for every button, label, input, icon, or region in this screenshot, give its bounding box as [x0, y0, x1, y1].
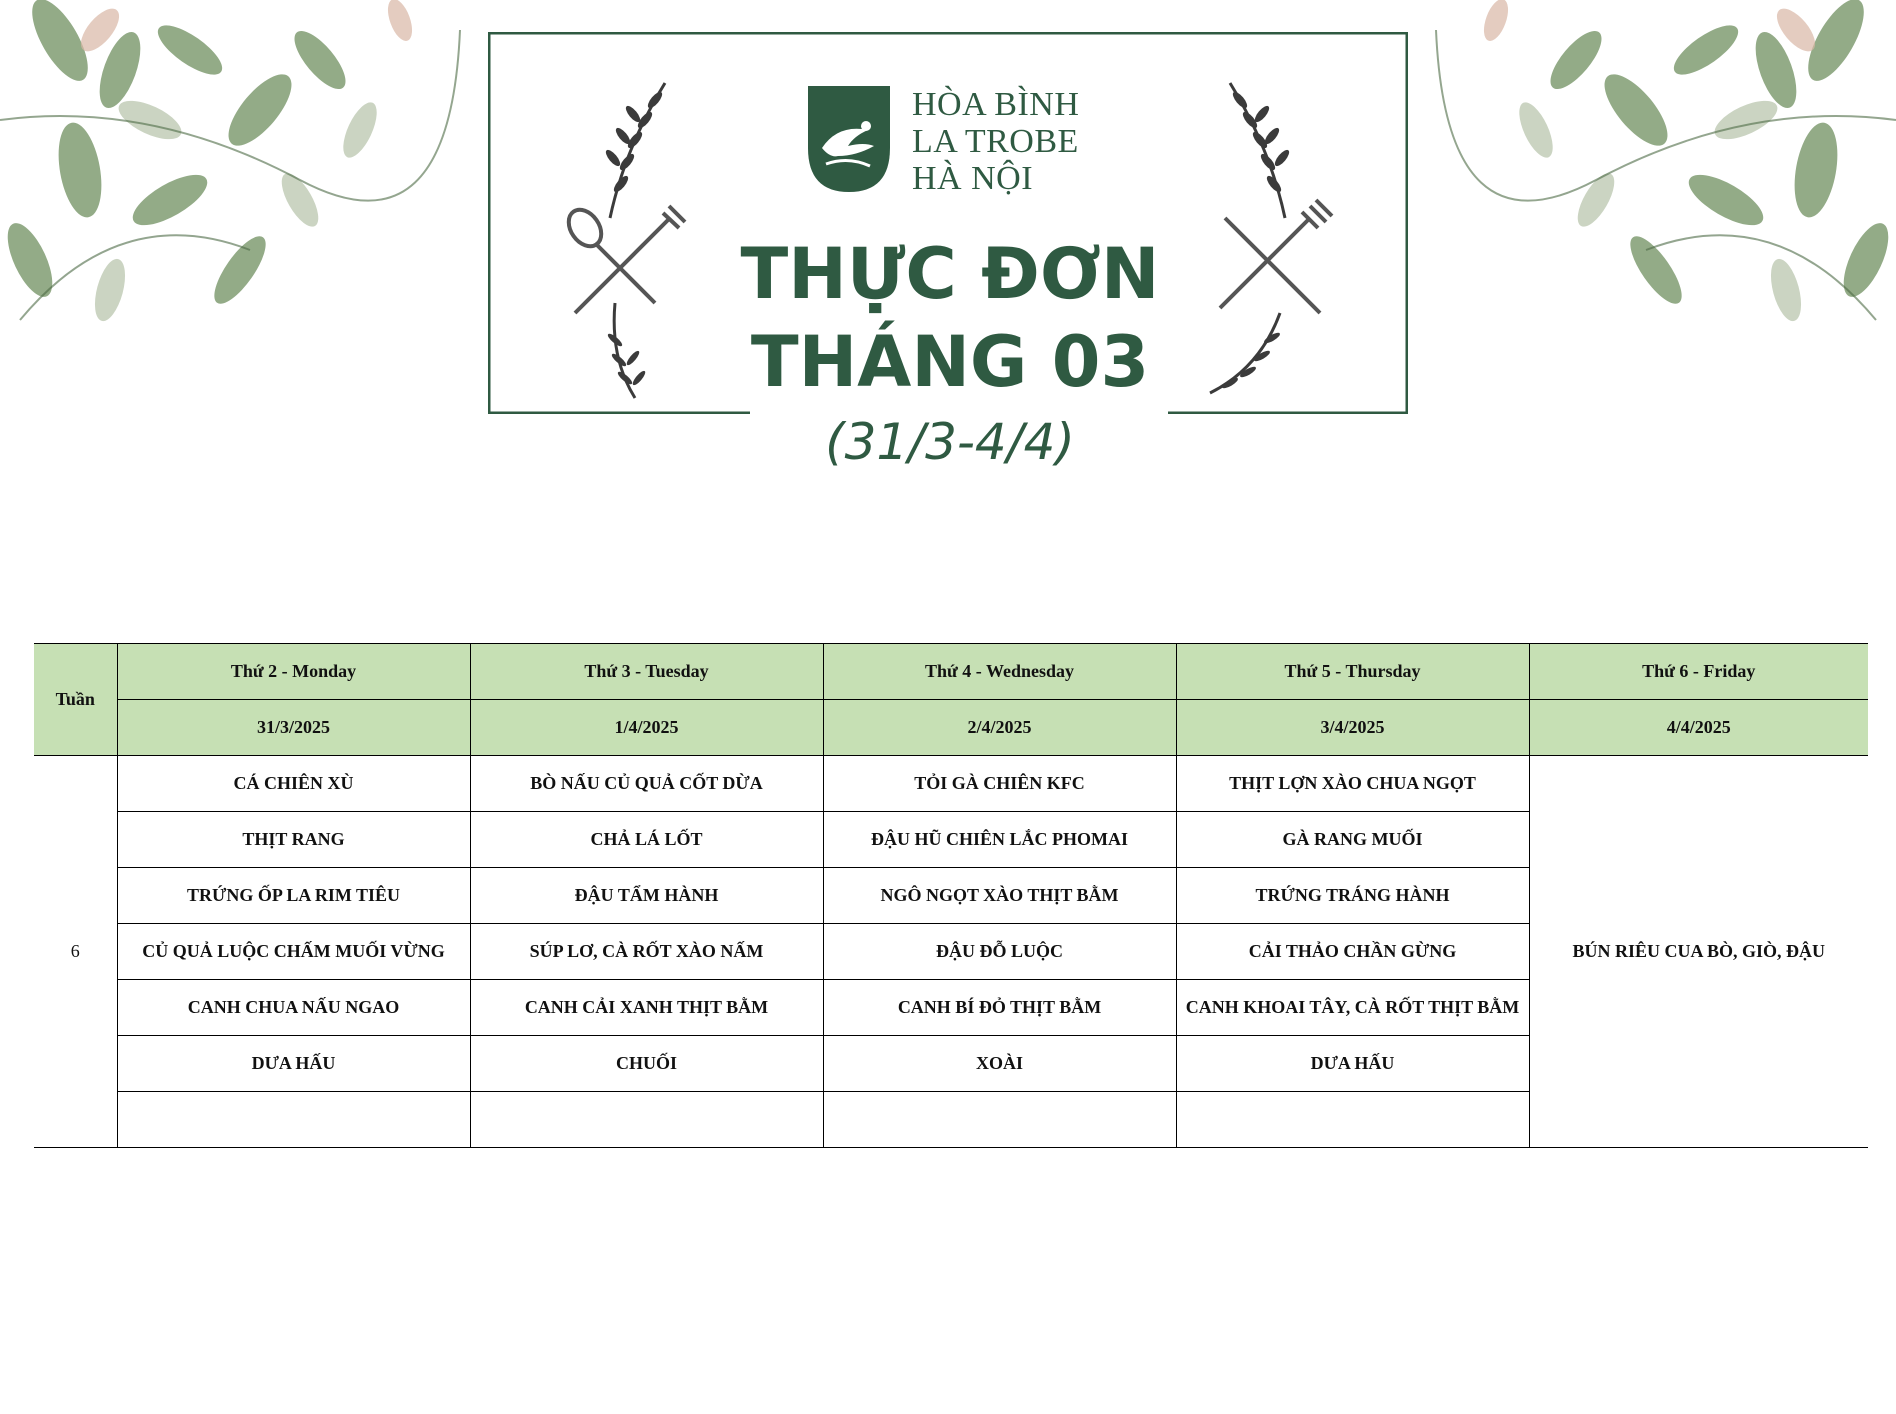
utensils-right-icon: [1190, 78, 1340, 408]
dish-cell: ĐẬU TẨM HÀNH: [470, 868, 823, 924]
dish-cell-empty: [1176, 1092, 1529, 1148]
dish-cell: ĐẬU HŨ CHIÊN LẮC PHOMAI: [823, 812, 1176, 868]
dish-cell: THỊT RANG: [117, 812, 470, 868]
table-header-row-days: [34, 644, 1868, 700]
day-header-wednesday: Thứ 4 - Wednesday: [823, 644, 1176, 700]
leaf-decoration-right: [1426, 0, 1896, 360]
dish-cell: XOÀI: [823, 1036, 1176, 1092]
dish-cell-empty: [823, 1092, 1176, 1148]
dish-cell: CỦ QUẢ LUỘC CHẤM MUỐI VỪNG: [117, 924, 470, 980]
dish-cell: CANH KHOAI TÂY, CÀ RỐT THỊT BẰM: [1176, 980, 1529, 1036]
dish-cell-empty: [117, 1092, 470, 1148]
school-name-line3: HÀ NỘI: [912, 160, 1034, 197]
dish-cell: TỎI GÀ CHIÊN KFC: [823, 756, 1176, 812]
day-header-thursday: Thứ 5 - Thursday: [1176, 644, 1529, 700]
dish-cell: TRỨNG TRÁNG HÀNH: [1176, 868, 1529, 924]
menu-title-line2: THÁNG 03: [750, 321, 1150, 403]
dish-cell: CANH CẢI XANH THỊT BẰM: [470, 980, 823, 1036]
dish-cell: CÁ CHIÊN XÙ: [117, 756, 470, 812]
day-header-monday: Thứ 2 - Monday: [117, 644, 470, 700]
table-header-row-dates: [34, 700, 1868, 756]
leaf-decoration-left: [0, 0, 470, 360]
friday-dish: BÚN RIÊU CUA BÒ, GIÒ, ĐẬU: [1529, 756, 1868, 1148]
dish-cell: THỊT LỢN XÀO CHUA NGỌT: [1176, 756, 1529, 812]
dish-cell: TRỨNG ỐP LA RIM TIÊU: [117, 868, 470, 924]
dish-cell: NGÔ NGỌT XÀO THỊT BẰM: [823, 868, 1176, 924]
dish-cell: CẢI THẢO CHẦN GỪNG: [1176, 924, 1529, 980]
weekly-menu-table: [34, 643, 1868, 1148]
dish-cell: CANH BÍ ĐỎ THỊT BẰM: [823, 980, 1176, 1036]
date-header-friday: 4/4/2025: [1529, 700, 1868, 756]
week-header: Tuần: [34, 644, 117, 756]
week-number: 6: [34, 756, 117, 1148]
dish-cell: CHUỐI: [470, 1036, 823, 1092]
date-header-tuesday: 1/4/2025: [470, 700, 823, 756]
dish-cell: BÒ NẤU CỦ QUẢ CỐT DỪA: [470, 756, 823, 812]
date-header-monday: 31/3/2025: [117, 700, 470, 756]
school-name-line1: HÒA BÌNH: [912, 86, 1080, 123]
dish-cell: ĐẬU ĐỖ LUỘC: [823, 924, 1176, 980]
dish-cell: GÀ RANG MUỐI: [1176, 812, 1529, 868]
date-header-thursday: 3/4/2025: [1176, 700, 1529, 756]
dish-cell: DƯA HẤU: [117, 1036, 470, 1092]
day-header-tuesday: Thứ 3 - Tuesday: [470, 644, 823, 700]
dish-cell: DƯA HẤU: [1176, 1036, 1529, 1092]
dish-cell: CANH CHUA NẤU NGAO: [117, 980, 470, 1036]
school-name-line2: LA TROBE: [912, 123, 1079, 160]
date-header-wednesday: 2/4/2025: [823, 700, 1176, 756]
school-logo: [808, 86, 1108, 196]
school-logo-mark: [808, 86, 890, 192]
dish-cell: CHẢ LÁ LỐT: [470, 812, 823, 868]
school-name: [912, 86, 1079, 197]
menu-title-line1: THỰC ĐƠN: [740, 233, 1160, 315]
day-header-friday: Thứ 6 - Friday: [1529, 644, 1868, 700]
menu-date-range: (31/3-4/4): [825, 413, 1075, 471]
utensils-left-icon: [555, 78, 705, 408]
dish-cell-empty: [470, 1092, 823, 1148]
table-row: [34, 756, 1868, 812]
dish-cell: SÚP LƠ, CÀ RỐT XÀO NẤM: [470, 924, 823, 980]
